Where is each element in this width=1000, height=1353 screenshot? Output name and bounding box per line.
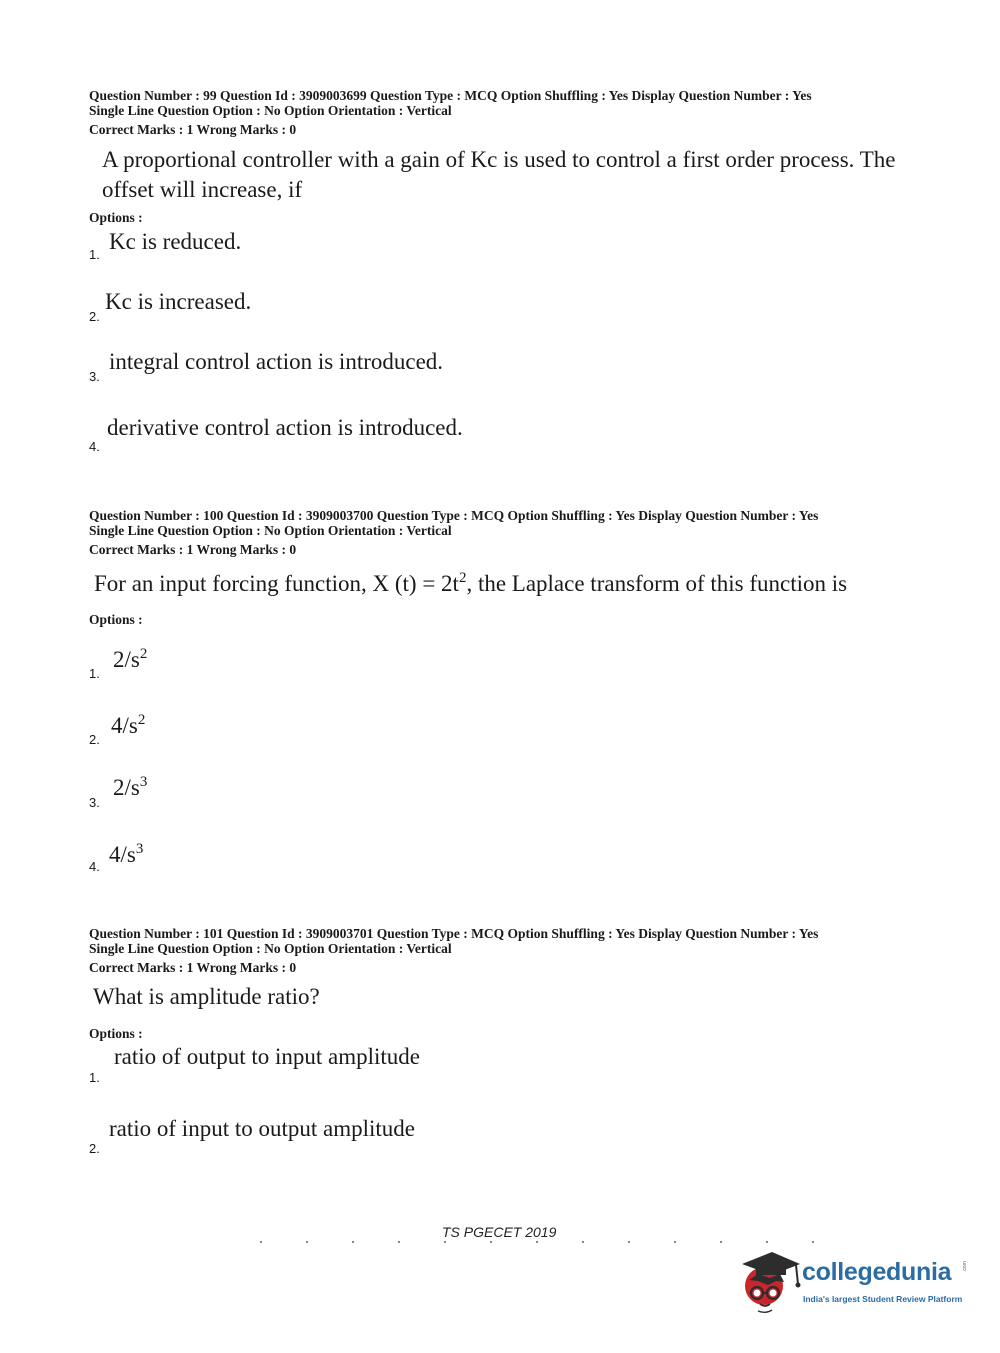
options-label: Options :	[89, 1026, 143, 1041]
option-text: Kc is reduced.	[109, 229, 242, 254]
question-100	[89, 508, 929, 874]
collegedunia-logo[interactable]	[740, 1248, 970, 1314]
question-text: A proportional controller with a gain of Kc is used to control a first order process. The	[102, 147, 896, 172]
brand-tagline: India's largest Student Review Platform	[803, 1294, 963, 1304]
brand-name: collegedunia	[802, 1258, 952, 1286]
question-text: What is amplitude ratio?	[93, 984, 320, 1009]
option-text: ratio of input to output amplitude	[109, 1116, 415, 1141]
option-number: 2.	[89, 309, 100, 324]
question-99	[89, 88, 929, 454]
question-text: For an input forcing function, X $(t) = 2t^2$, the Laplace transform of this function is	[94, 570, 848, 596]
option-number: 4.	[89, 439, 100, 454]
option-number: 1.	[89, 247, 100, 262]
options-label: Options :	[89, 210, 143, 225]
option-text: $4/s^3$	[109, 841, 144, 867]
option-text: integral control action is introduced.	[109, 349, 444, 374]
question-marks: Correct Marks : 1 Wrong Marks : 0	[89, 960, 297, 975]
option-number: 3.	[89, 369, 100, 384]
option-text: ratio of output to input amplitude	[114, 1044, 420, 1069]
question-meta: Question Number : 99 Question Id : 3909003699 Question Type : MCQ Option Shuffling : Yes Display Question Number : Yes Single Line Question Option : No Option Orientation : Vertical	[89, 88, 812, 118]
footer-divider	[238, 1240, 818, 1244]
option-number: 1.	[89, 666, 100, 681]
question-meta: Question Number : 100 Question Id : 3909003700 Question Type : MCQ Option Shuffling : Yes Display Question Number : Yes Single Line Question Option : No Option Orientation : Vertical	[89, 508, 819, 538]
option-text: Kc is increased.	[105, 289, 252, 314]
question-meta: Question Number : 101 Question Id : 3909003701 Question Type : MCQ Option Shuffling : Yes Display Question Number : Yes Single Line Question Option : No Option Orientation : Vertical	[89, 926, 819, 956]
option-number: 2.	[89, 1141, 100, 1156]
question-101	[89, 926, 929, 1156]
option-text: derivative control action is introduced.	[107, 415, 463, 440]
question-text-continued: offset will increase, if	[102, 177, 303, 202]
options-label: Options :	[89, 612, 143, 627]
option-number: 2.	[89, 732, 100, 747]
question-marks: Correct Marks : 1 Wrong Marks : 0	[89, 122, 297, 137]
option-text: $4/s^2$	[111, 712, 146, 738]
option-text: $2/s^3$	[113, 774, 148, 800]
option-number: 4.	[89, 859, 100, 874]
option-number: 3.	[89, 795, 100, 810]
question-marks: Correct Marks : 1 Wrong Marks : 0	[89, 542, 297, 557]
option-text: $2/s^2$	[113, 646, 148, 672]
graduation-cap-mascot-icon	[740, 1248, 802, 1314]
exam-title: TS PGECET 2019	[442, 1224, 557, 1240]
option-number: 1.	[89, 1070, 100, 1085]
brand-suffix: .com	[962, 1261, 968, 1272]
